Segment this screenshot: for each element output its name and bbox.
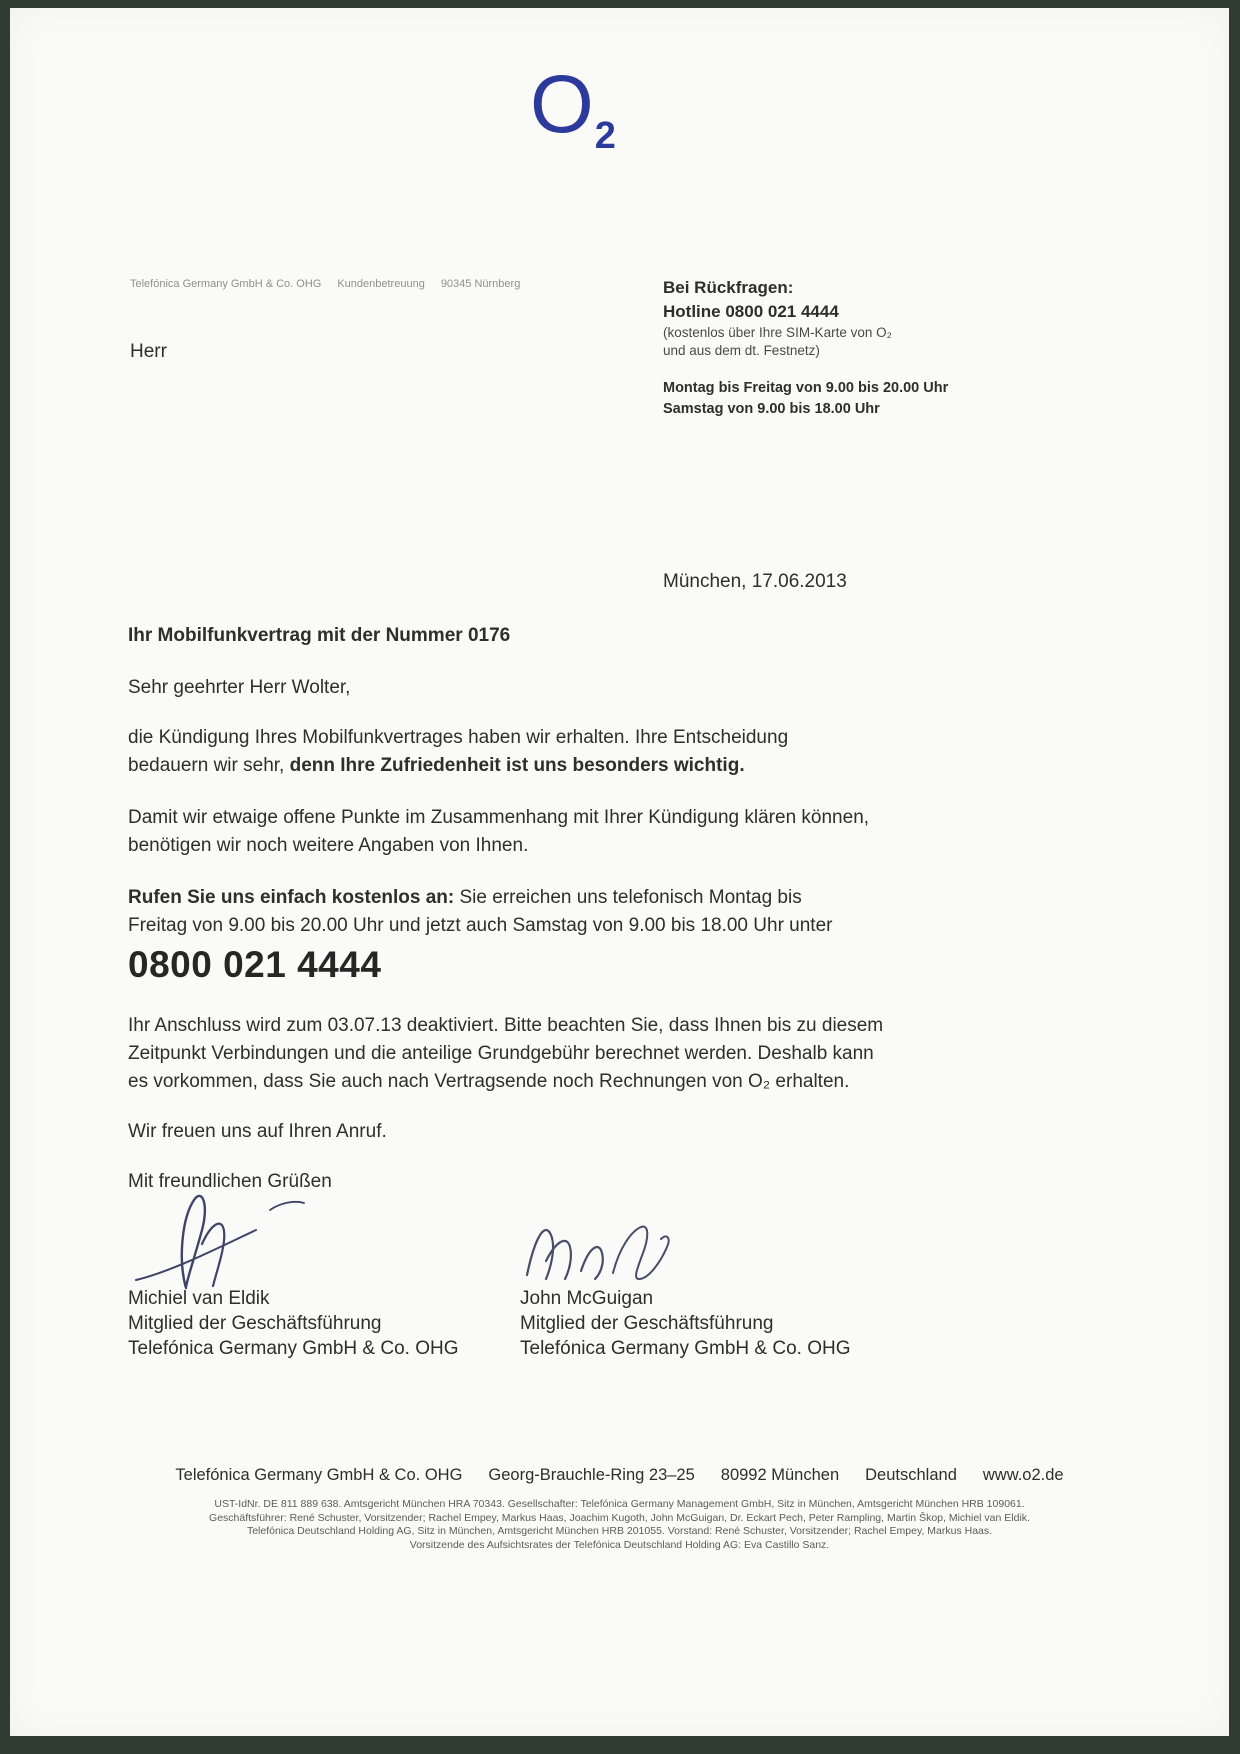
paragraph-cancellation-text: die Kündigung Ihres Mobilfunkvertrages haben wir erhalten. Ihre Entscheidung bedauern wir sehr, xyxy=(128,727,789,776)
salutation: Sehr geehrter Herr Wolter, xyxy=(128,677,351,698)
footer-company: Telefónica Germany GmbH & Co. OHG xyxy=(175,1466,463,1484)
signature-michiel-van-eldik xyxy=(122,1188,332,1293)
paragraph-call-us xyxy=(128,884,840,940)
sender-dept: Kundenbetreuung xyxy=(337,278,425,290)
legal-line-1: UST-IdNr. DE 811 889 638. Amtsgericht München HRA 70343. Gesellschafter: Telefónica Germany Management GmbH, Sitz in München, Amtsgericht München HRB 109061. xyxy=(214,1498,1025,1510)
paragraph-cancellation xyxy=(128,724,828,780)
footer-street: Georg-Brauchle-Ring 23–25 xyxy=(488,1466,695,1484)
paragraph-call-us-text: Sie erreichen uns telefonisch Montag bis Freitag von 9.00 bis 20.00 Uhr und jetzt auch Samstag von 9.00 bis 18.00 Uhr unter xyxy=(128,887,833,936)
letter-page xyxy=(10,8,1229,1736)
contact-block xyxy=(663,276,948,420)
footer-country: Deutschland xyxy=(865,1466,957,1484)
recipient-salutation: Herr xyxy=(130,341,167,362)
contact-hours-saturday: Samstag von 9.00 bis 18.00 Uhr xyxy=(663,401,880,417)
legal-line-3: Telefónica Deutschland Holding AG, Sitz in München, Amtsgericht München HRB 201055. Vorstand: René Schuster, Vorsitzender; Rachel Empey, Markus Haas. xyxy=(246,1525,993,1537)
paragraph-cancellation-bold: denn Ihre Zufriedenheit ist uns besonders wichtig. xyxy=(289,755,745,776)
signatory-company: Telefónica Germany GmbH & Co. OHG xyxy=(128,1338,459,1359)
signatory-block-right xyxy=(520,1286,851,1361)
signatory-title: Mitglied der Geschäftsführung xyxy=(520,1313,774,1334)
contact-heading: Bei Rückfragen: xyxy=(663,278,794,297)
paragraph-call-us-bold: Rufen Sie uns einfach kostenlos an: xyxy=(128,887,455,908)
paragraph-open-points: Damit wir etwaige offene Punkte im Zusammenhang mit Ihrer Kündigung klären können, benötigen wir noch weitere Angaben von Ihnen. xyxy=(128,807,870,856)
signatory-company: Telefónica Germany GmbH & Co. OHG xyxy=(520,1338,851,1359)
contact-note-1: (kostenlos über Ihre SIM-Karte von O₂ xyxy=(663,325,892,340)
hotline-number-large: 0800 021 4444 xyxy=(128,944,382,985)
closing-gruesse: Mit freundlichen Grüßen xyxy=(128,1171,332,1192)
contact-hours-weekdays: Montag bis Freitag von 9.00 bis 20.00 Uhr xyxy=(663,380,949,396)
signatory-name: Michiel van Eldik xyxy=(128,1288,270,1309)
signatory-name: John McGuigan xyxy=(520,1288,654,1309)
contact-hotline: Hotline 0800 021 4444 xyxy=(663,302,839,321)
subject-line: Ihr Mobilfunkvertrag mit der Nummer 0176 xyxy=(128,625,511,646)
legal-line-4: Vorsitzende des Aufsichtsrates der Telefónica Deutschland Holding AG: Eva Castillo Sanz. xyxy=(409,1538,830,1551)
o2-logo-letter: O xyxy=(530,59,594,150)
closing-anruf: Wir freuen uns auf Ihren Anruf. xyxy=(128,1121,387,1142)
footer-website: www.o2.de xyxy=(982,1466,1064,1484)
paragraph-deactivation: Ihr Anschluss wird zum 03.07.13 deaktiviert. Bitte beachten Sie, dass Ihnen bis zu diesem Zeitpunkt Verbindungen und die anteilige Grundgebühr berechnet werden. Deshalb kann es vorkommen, dass Sie auch nach Vertragsende noch Rechnungen von O₂ erhalten. xyxy=(128,1015,884,1092)
signature-john-mcguigan xyxy=(515,1213,695,1293)
footer-legal-smallprint xyxy=(10,1498,1229,1552)
footer-company-line xyxy=(10,1466,1229,1485)
sender-return-line xyxy=(130,278,520,290)
footer-city: 80992 München xyxy=(720,1466,840,1484)
signatory-block-left xyxy=(128,1286,459,1361)
legal-line-2: Geschäftsführer: René Schuster, Vorsitzender; Rachel Empey, Markus Haas, Joachim Kugoth, John McGuigan, Dr. Eckart Pech, Peter Rampling, Martin Škop, Michiel van Eldik. xyxy=(209,1511,1030,1524)
sender-city: 90345 Nürnberg xyxy=(440,278,521,290)
signatory-title: Mitglied der Geschäftsführung xyxy=(128,1313,382,1334)
o2-logo-subscript: 2 xyxy=(594,115,616,157)
sender-company: Telefónica Germany GmbH & Co. OHG xyxy=(130,278,322,290)
contact-note-2: und aus dem dt. Festnetz) xyxy=(663,343,820,358)
o2-logo xyxy=(530,59,616,157)
dateline: München, 17.06.2013 xyxy=(663,571,847,592)
